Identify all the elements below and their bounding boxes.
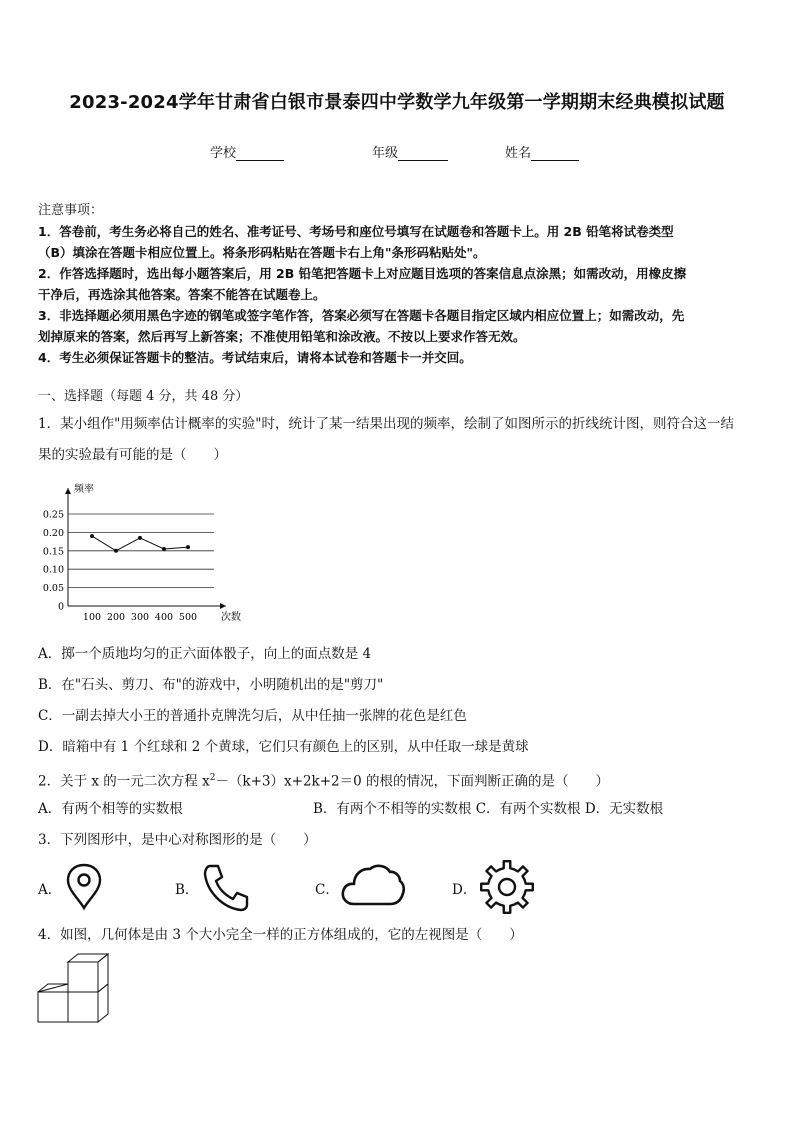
- location-pin-icon[interactable]: [64, 862, 104, 912]
- q2-option-a[interactable]: A．有两个相等的实数根: [38, 801, 183, 817]
- chart-data-point: [162, 547, 166, 551]
- q3-option-d-label[interactable]: D．: [452, 882, 477, 898]
- student-info-row: [0, 142, 794, 160]
- chart-y-tick-label: 0: [57, 601, 64, 613]
- chart-y-tick-label: 0.25: [42, 509, 64, 521]
- chart-x-tick-label: 200: [106, 612, 126, 623]
- cloud-icon[interactable]: [340, 860, 406, 910]
- q3-option-c-label[interactable]: C．: [315, 882, 339, 898]
- phone-icon[interactable]: [201, 862, 251, 914]
- chart-grid: [68, 514, 214, 588]
- q1-option-c[interactable]: C．一副去掉大小王的普通扑克牌洗匀后，从中任抽一张牌的花色是红色: [38, 708, 467, 724]
- name-blank[interactable]: [531, 146, 579, 161]
- chart-data-point: [138, 536, 142, 540]
- chart-data-point: [114, 549, 118, 553]
- chart-x-ticks: [83, 612, 197, 623]
- chart-x-arrow: [220, 603, 226, 609]
- name-label: 姓名: [505, 146, 532, 161]
- grade-blank[interactable]: [398, 146, 448, 161]
- chart-data-point: [90, 534, 94, 538]
- q2-exponent: 2: [209, 773, 216, 783]
- q1-option-a[interactable]: A．掷一个质地均匀的正六面体骰子，向上的面点数是 4: [38, 646, 372, 662]
- chart-x-tick-label: 300: [130, 612, 150, 623]
- notice-line: 干净后，再选涂其他答案。答案不能答在试题卷上。: [38, 287, 326, 302]
- q2-stem-post: －（k+3）x+2k+2＝0 的根的情况，下面判断正确的是（ ）: [215, 773, 609, 790]
- exam-title: 2023-2024学年甘肃省白银市景泰四中学数学九年级第一学期期末经典模拟试题: [69, 92, 725, 113]
- three-cubes-figure: [36, 950, 116, 1028]
- q3-option-a-label[interactable]: A．: [38, 882, 62, 898]
- name-field[interactable]: [505, 142, 579, 161]
- notice-line: 2．作答选择题时，选出每小题答案后，用 2B 铅笔把答题卡上对应题目选项的答案信息点涂黑；如需改动，用橡皮擦: [38, 266, 687, 281]
- chart-x-tick-label: 100: [82, 612, 102, 623]
- grade-field[interactable]: [372, 142, 448, 161]
- notice-line: （B）填涂在答题卡相应位置上。将条形码粘贴在答题卡右上角"条形码粘贴处"。: [38, 245, 486, 260]
- gear-icon[interactable]: [478, 858, 536, 916]
- chart-x-tick-label: 500: [178, 612, 198, 623]
- chart-y-arrow: [65, 488, 71, 494]
- grade-label: 年级: [372, 146, 399, 161]
- notice-heading: 注意事项：: [38, 203, 104, 218]
- school-label: 学校: [210, 146, 237, 161]
- notice-line: 1．答卷前，考生务必将自己的姓名、准考证号、考场号和座位号填写在试题卷和答题卡上。用 2B 铅笔将试卷类型: [38, 224, 674, 239]
- chart-x-tick-label: 400: [154, 612, 174, 623]
- chart-xlabel: 次数: [221, 612, 241, 623]
- section-heading: 一、选择题（每题 4 分，共 48 分）: [38, 389, 249, 404]
- q2-stem: [38, 769, 609, 791]
- notice-line: 4．考生必须保证答题卡的整洁。考试结束后，请将本试卷和答题卡一并交回。: [38, 350, 472, 365]
- notice-line: 3．非选择题必须用黑色字迹的钢笔或签字笔作答，答案必须写在答题卡各题目指定区域内相应位置上；如需改动，先: [38, 308, 685, 323]
- school-blank[interactable]: [236, 146, 284, 161]
- notice-line: 划掉原来的答案，然后再写上新答案；不准使用铅笔和涂改液。不按以上要求作答无效。: [38, 329, 526, 344]
- school-field[interactable]: [210, 142, 284, 161]
- q1-stem-line1: 1．某小组作"用频率估计概率的实验"时，统计了某一结果出现的频率，绘制了如图所示的折线统计图，则符合这一结: [38, 416, 735, 432]
- q3-stem: 3．下列图形中，是中心对称图形的是（ ）: [38, 832, 317, 848]
- chart-series: [90, 534, 190, 553]
- q4-stem: 4．如图，几何体是由 3 个大小完全一样的正方体组成的，它的左视图是（ ）: [38, 927, 523, 943]
- chart-ylabel: 频率: [74, 484, 94, 495]
- chart-y-tick-label: 0.05: [42, 583, 64, 595]
- chart-axes: [65, 488, 226, 609]
- chart-y-tick-label: 0.20: [42, 527, 64, 539]
- frequency-line-chart: [36, 478, 246, 628]
- q3-option-b-label[interactable]: B．: [175, 882, 199, 898]
- chart-y-tick-label: 0.15: [42, 546, 64, 558]
- chart-y-tick-label: 0.10: [42, 564, 64, 576]
- q2-options-bcd[interactable]: B．有两个不相等的实数根 C．有两个实数根 D．无实数根: [313, 801, 664, 817]
- q1-option-d[interactable]: D．暗箱中有 1 个红球和 2 个黄球，它们只有颜色上的区别，从中任取一球是黄球: [38, 739, 529, 755]
- q2-stem-pre: 2．关于 x 的一元二次方程 x: [38, 773, 210, 790]
- chart-y-ticks: [43, 510, 64, 613]
- q1-option-b[interactable]: B．在"石头、剪刀、布"的游戏中，小明随机出的是"剪刀": [38, 677, 384, 693]
- chart-data-point: [186, 545, 190, 549]
- q1-stem-line2: 果的实验最有可能的是（ ）: [38, 447, 227, 463]
